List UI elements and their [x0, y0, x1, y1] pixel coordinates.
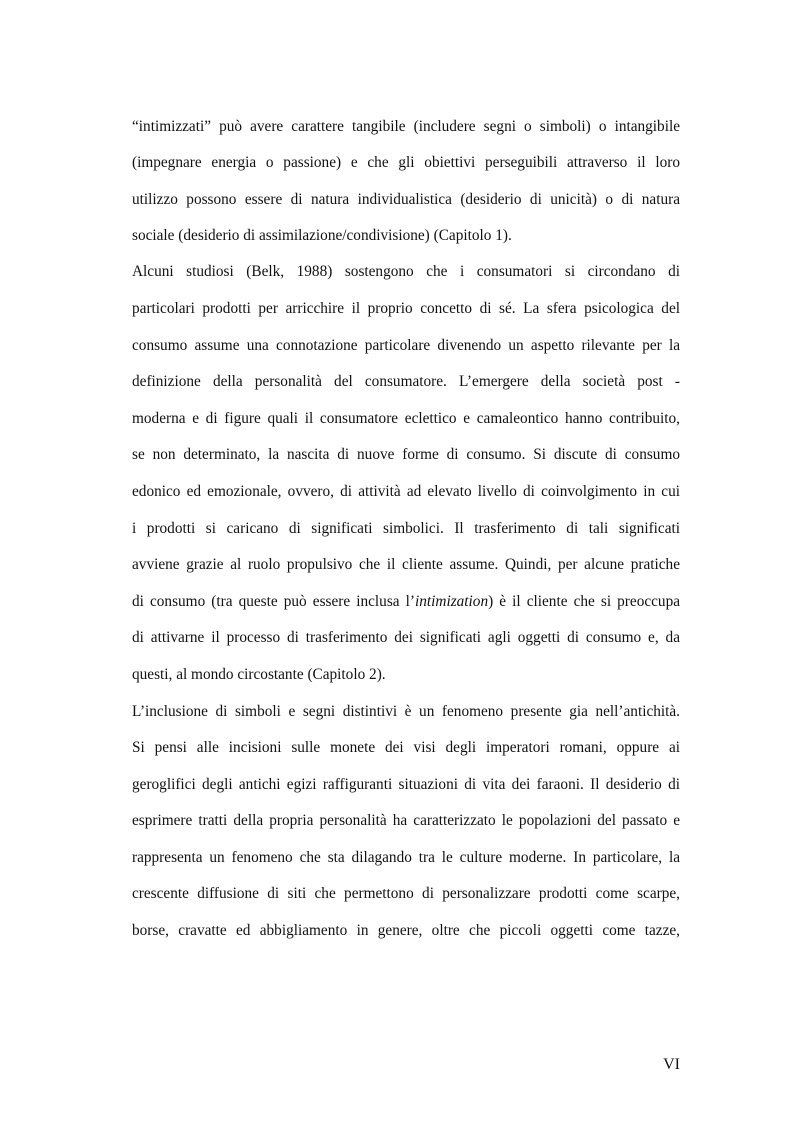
- text-line: consumo assume una connotazione particolare divenendo un aspetto rilevante per la: [132, 337, 680, 354]
- text-line: (impegnare energia o passione) e che gli obiettivi perseguibili attraverso il loro: [132, 154, 680, 171]
- text-line: utilizzo possono essere di natura individualistica (desiderio di unicità) o di natura: [132, 191, 680, 208]
- text-line: definizione della personalità del consumatore. L’emergere della società post -: [132, 373, 680, 390]
- text-line: edonico ed emozionale, ovvero, di attività ad elevato livello di coinvolgimento in cui: [132, 483, 680, 500]
- text-line: borse, cravatte ed abbigliamento in genere, oltre che piccoli oggetti come tazze,: [132, 922, 680, 939]
- text-line: questi, al mondo circostante (Capitolo 2).: [132, 666, 386, 683]
- text-line: Alcuni studiosi (Belk, 1988) sostengono che i consumatori si circondano di: [132, 263, 680, 280]
- text-line: “intimizzati” può avere carattere tangibile (includere segni o simboli) o intangibile: [132, 118, 680, 135]
- italic-term: intimization: [415, 593, 489, 610]
- text-line-with-italic: [132, 592, 680, 612]
- text-line: geroglifici degli antichi egizi raffiguranti situazioni di vita dei faraoni. Il desiderio di: [132, 776, 680, 793]
- text-line: sociale (desiderio di assimilazione/condivisione) (Capitolo 1).: [132, 227, 512, 244]
- text-segment: di consumo (tra queste può essere inclusa l’: [132, 593, 415, 610]
- text-line: moderna e di figure quali il consumatore eclettico e camaleontico hanno contribuito,: [132, 410, 680, 427]
- page-number: VI: [663, 1056, 680, 1073]
- text-line: L’inclusione di simboli e segni distintivi è un fenomeno presente gia nell’antichità.: [132, 703, 680, 720]
- text-line: avviene grazie al ruolo propulsivo che il cliente assume. Quindi, per alcune pratiche: [132, 556, 680, 573]
- text-line: Si pensi alle incisioni sulle monete dei visi degli imperatori romani, oppure ai: [132, 739, 680, 756]
- text-line: i prodotti si caricano di significati simbolici. Il trasferimento di tali significati: [132, 520, 680, 537]
- text-line: di attivarne il processo di trasferimento dei significati agli oggetti di consumo e, da: [132, 629, 680, 646]
- text-line: se non determinato, la nascita di nuove forme di consumo. Si discute di consumo: [132, 446, 680, 463]
- text-line: particolari prodotti per arricchire il proprio concetto di sé. La sfera psicologica del: [132, 300, 680, 317]
- text-line: esprimere tratti della propria personalità ha caratterizzato le popolazioni del passato e: [132, 812, 680, 829]
- text-line: crescente diffusione di siti che permettono di personalizzare prodotti come scarpe,: [132, 885, 680, 902]
- text-segment: ) è il cliente che si preoccupa: [488, 593, 681, 610]
- text-line: rappresenta un fenomeno che sta dilagando tra le culture moderne. In particolare, la: [132, 849, 680, 866]
